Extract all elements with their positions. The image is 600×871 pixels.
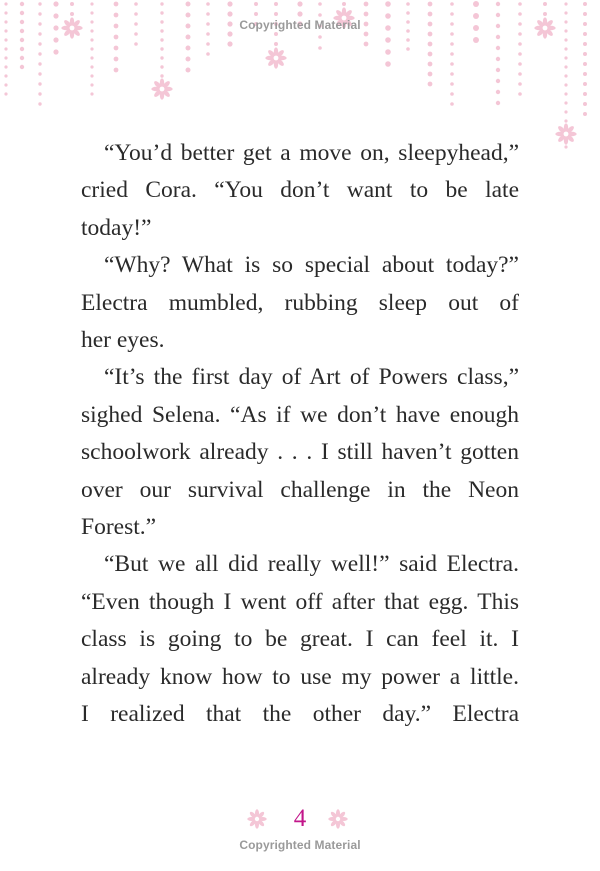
text-line: Forest.” (81, 514, 157, 541)
dot-strand (20, 2, 24, 69)
copyright-watermark-bottom: Copyrighted Material (239, 838, 361, 852)
dot-strand (265, 2, 286, 69)
copyright-watermark-top: Copyrighted Material (239, 18, 361, 32)
dot-strand (186, 2, 191, 73)
text-line: “But we all did really well!” said Electra. (104, 551, 519, 578)
text-line: today!” (81, 214, 152, 241)
dot-strand (385, 1, 391, 67)
dot-strand (518, 2, 522, 96)
text-line: class is going to be great. I can feel it. I (81, 626, 519, 653)
text-line: sighed Selena. “As if we don’t have enough (81, 401, 519, 428)
dot-strand (428, 2, 433, 87)
text-line: “It’s the first day of Art of Powers class,” (104, 364, 519, 391)
text-line: cried Cora. “You don’t want to be late (81, 177, 519, 204)
page-number: 4 (293, 805, 307, 832)
text-line: her eyes. (81, 327, 165, 354)
text-line: already know how to use my power a little. (81, 663, 519, 690)
dot-strand (151, 2, 172, 99)
text-line: “Even though I went off after that egg. This (81, 588, 519, 615)
text-line: “Why? What is so special about today?” (104, 252, 519, 279)
dot-strand (90, 2, 93, 95)
text-line: over our survival challenge in the Neon (81, 476, 519, 503)
text-line: schoolwork already . . . I still haven’t gotten (81, 439, 519, 466)
dot-strand (4, 2, 7, 95)
flower-icon (327, 808, 349, 830)
text-line: “You’d better get a move on, sleepyhead,” (104, 140, 519, 166)
text-line: I realized that the other day.” Electra (81, 701, 519, 728)
page-body-text (81, 135, 519, 734)
dot-strand (114, 2, 119, 73)
text-line: Electra mumbled, rubbing sleep out of (81, 289, 519, 316)
